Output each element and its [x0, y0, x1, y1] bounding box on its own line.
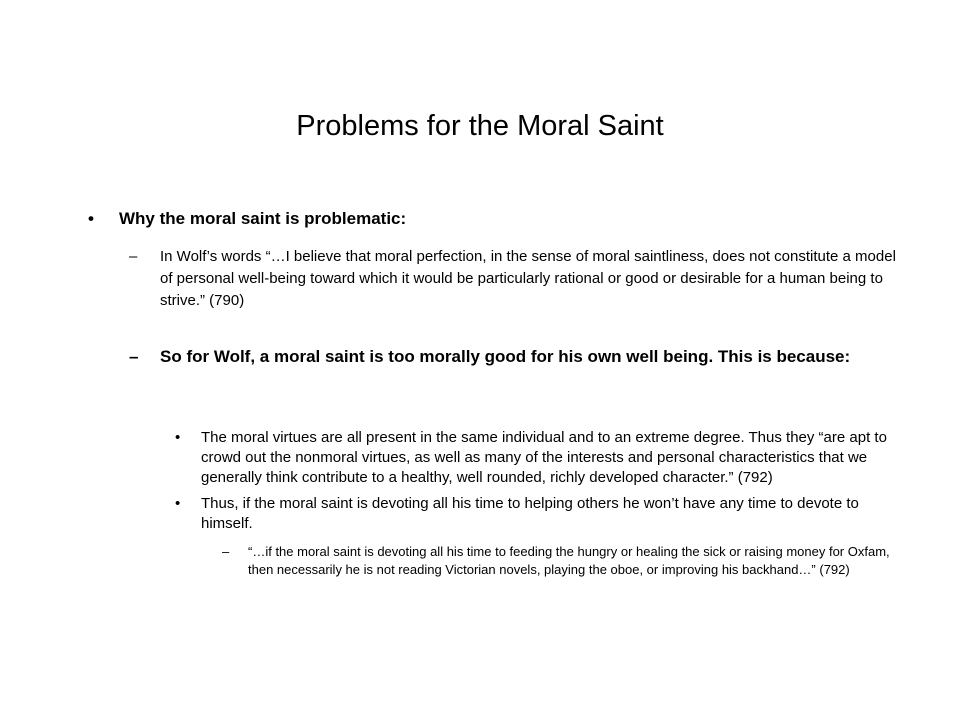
subitem-wolf-quote-text: In Wolf’s words “…I believe that moral perfection, in the sense of moral saintliness, does not constitute a model of personal well-being toward which it would be particularly rational or good or desirable for a human being to strive.” (790) [160, 248, 896, 309]
dash-marker: – [129, 248, 138, 265]
dash-marker: – [222, 544, 230, 559]
bullet-problematic [88, 207, 888, 231]
subitem-wolf-quote [129, 246, 899, 312]
point-no-time [175, 494, 895, 534]
point-no-time-text: Thus, if the moral saint is devoting all his time to helping others he won’t have any time to devote to himself. [201, 495, 859, 532]
bullet-marker: • [175, 429, 181, 446]
subitem-too-morally-good [129, 345, 899, 369]
point-moral-virtues-text: The moral virtues are all present in the same individual and to an extreme degree. Thus they “are apt to crowd out the nonmoral virtues, as well as many of the interests and personal characteristics that we generally think contribute to a healthy, well rounded, richly developed character.” (792) [201, 429, 887, 486]
quote-oxfam [222, 543, 892, 579]
subitem-too-morally-good-text: So for Wolf, a moral saint is too morally good for his own well being. This is because: [160, 347, 851, 366]
bullet-problematic-text: Why the moral saint is problematic: [119, 209, 407, 228]
quote-oxfam-text: “…if the moral saint is devoting all his time to feeding the hungry or healing the sick or raising money for Oxfam, then necessarily he is not reading Victorian novels, playing the oboe, or improving his backhand…” (792) [248, 544, 890, 577]
bullet-marker: • [175, 495, 181, 512]
point-moral-virtues [175, 428, 895, 488]
slide-title: Problems for the Moral Saint [296, 110, 664, 142]
dash-marker: – [129, 347, 139, 366]
bullet-marker: • [88, 209, 94, 228]
